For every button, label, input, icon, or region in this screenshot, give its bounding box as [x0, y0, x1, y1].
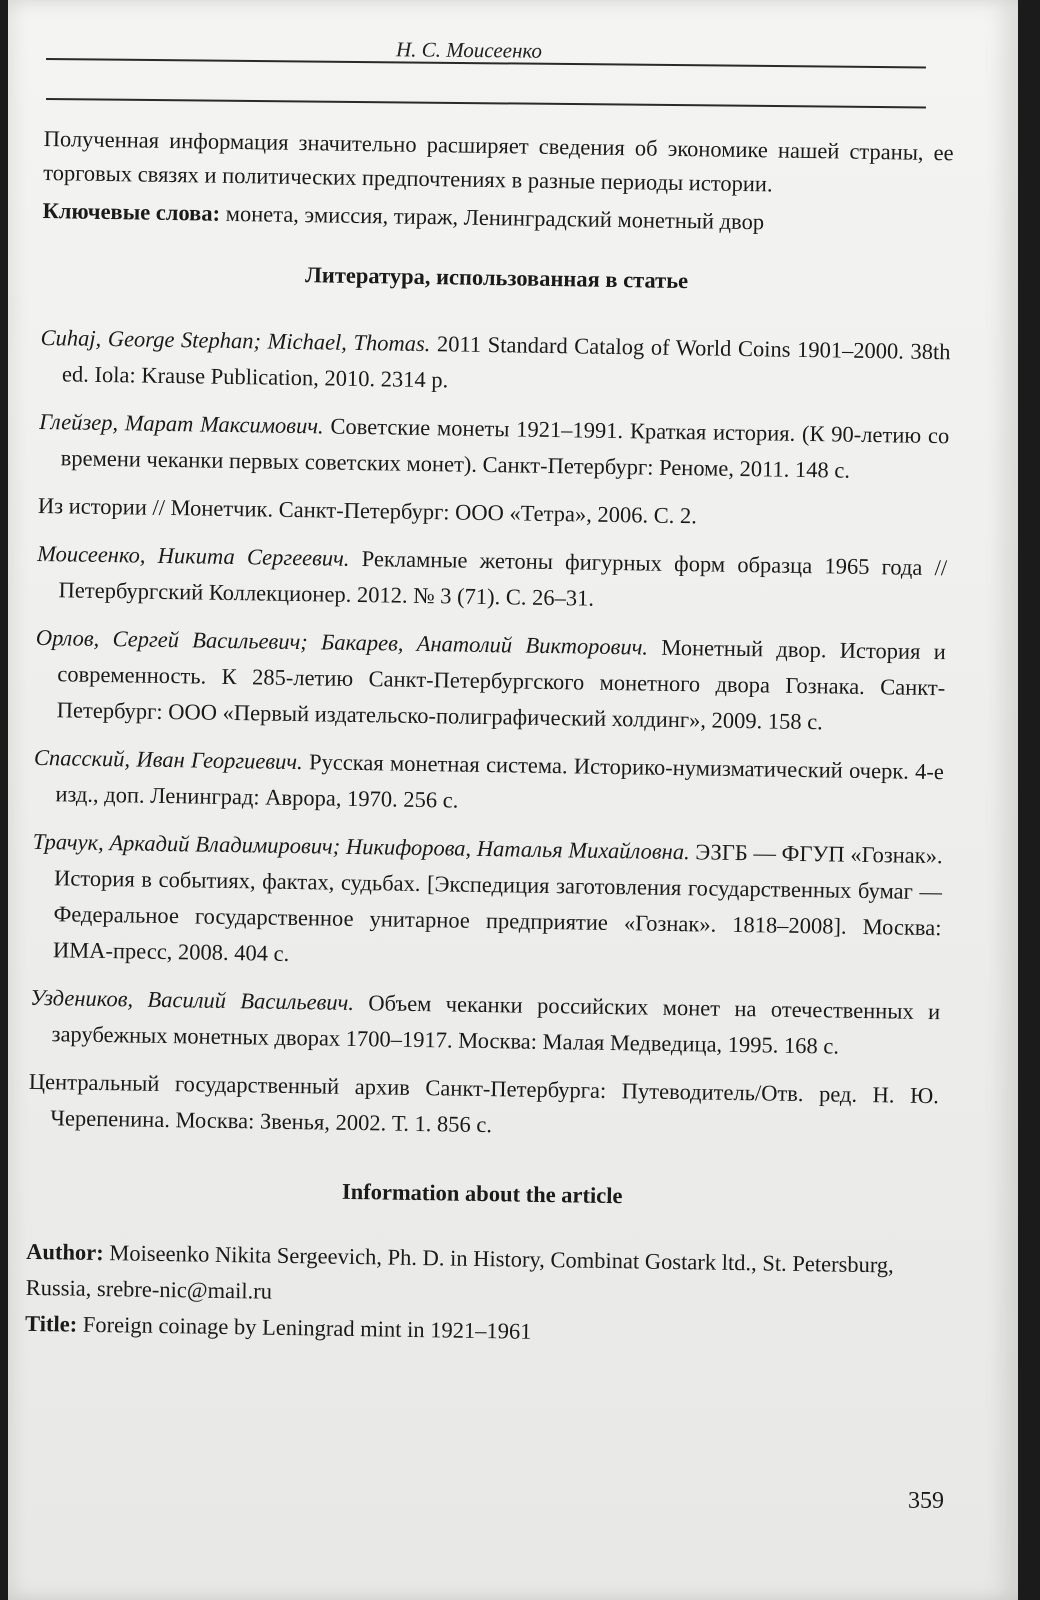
reference-text: Монетный двор. История и современность. К 285-летию Санкт-Петербургского монетного двора Гознака. Санкт-Петербург: ООО «Первый издательско-полиграфический холдинг», 2009. 158 с.: [56, 634, 946, 735]
running-header: [46, 18, 946, 108]
keywords-text: монета, эмиссия, тираж, Ленинградский монетный двор: [225, 200, 765, 235]
running-title: Н. С. Моисеенко: [395, 37, 543, 63]
reference-item: [40, 320, 951, 406]
reference-item: [29, 980, 940, 1066]
reference-authors: Cuhaj, George Stephan; Michael, Thomas.: [40, 324, 431, 357]
reference-item: [33, 740, 944, 826]
reference-text: 2011 Standard Catalog of World Coins 1901–2000. 38th ed. Iola: Krause Publication, 2010. 2314 p.: [61, 331, 951, 393]
article-info-title: Information about the article: [341, 1178, 623, 1209]
abstract-paragraph: Полученная информация значительно расширяет сведения об экономике нашей страны, ее торговых связях и политических предпочтениях в разные периоды истории.: [43, 125, 954, 197]
reference-item: [31, 824, 943, 982]
title-label: Title:: [24, 1310, 78, 1337]
reference-text: Объем чеканки российских монет на отечественных и зарубежных монетных дворах 1700–1917. Москва: Малая Медведица, 1995. 168 с.: [51, 990, 941, 1059]
page-content: [25, 122, 954, 1356]
header-rule-bottom: [46, 98, 926, 108]
literature-title: Литература, использованная в статье: [304, 262, 689, 294]
reference-item: [38, 404, 949, 490]
reference-authors: Трачук, Аркадий Владимирович; Никифорова, Наталья Михайловна.: [32, 828, 690, 865]
reference-item: [34, 620, 946, 742]
reference-item: [36, 536, 947, 622]
reference-item: [28, 1064, 939, 1150]
reference-text: Советские монеты 1921–1991. Краткая история. (К 90-летию со времени чеканки первых советских монет). Санкт-Петербург: Реноме, 2011. 148 с.: [60, 413, 950, 483]
author-text: Moiseenko Nikita Sergeevich, Ph. D. in History, Combinat Gostark ltd., St. Petersburg, Russia, srebre-nic@mail.ru: [25, 1240, 895, 1304]
book-page: [8, 0, 1018, 1600]
reference-authors: Глейзер, Марат Максимович.: [39, 408, 324, 439]
keywords-label: Ключевые слова:: [42, 197, 221, 226]
reference-authors: Моисеенко, Никита Сергеевич.: [37, 540, 350, 571]
title-text: Foreign coinage by Leningrad mint in 1921–1961: [82, 1311, 532, 1344]
page-number: 359: [908, 1488, 944, 1514]
reference-item: [38, 488, 948, 538]
reference-authors: Спасский, Иван Георгиевич.: [33, 744, 303, 775]
reference-text: Центральный государственный архив Санкт-Петербурга: Путеводитель/Отв. ред. Н. Ю. Черепенина. Москва: Звенья, 2002. Т. 1. 856 с.: [28, 1068, 940, 1138]
reference-text: ЭЗГБ — ФГУП «Гознак». История в событиях, фактах, судьбах. [Экспедиция заготовления государственных бумаг — Федеральное государственное унитарное предприятие «Гознак». 1818–2008]. Москва: ИМА-пресс, 2008. 404 с.: [52, 839, 943, 966]
reference-text: Русская монетная система. Историко-нумизматический очерк. 4-е изд., доп. Ленинград: Аврора, 1970. 256 с.: [55, 749, 945, 813]
author-label: Author:: [26, 1238, 104, 1266]
reference-text: Из истории // Монетчик. Санкт-Петербург: ООО «Тетра», 2006. С. 2.: [37, 492, 698, 529]
reference-list: [28, 320, 951, 1150]
reference-authors: Орлов, Сергей Васильевич; Бакарев, Анатолий Викторович.: [35, 624, 649, 660]
reference-authors: Уздеников, Василий Васильевич.: [30, 984, 355, 1015]
reference-text: Рекламные жетоны фигурных форм образца 1965 года // Петербургский Коллекционер. 2012. № 3 (71). С. 26–31.: [58, 546, 948, 611]
